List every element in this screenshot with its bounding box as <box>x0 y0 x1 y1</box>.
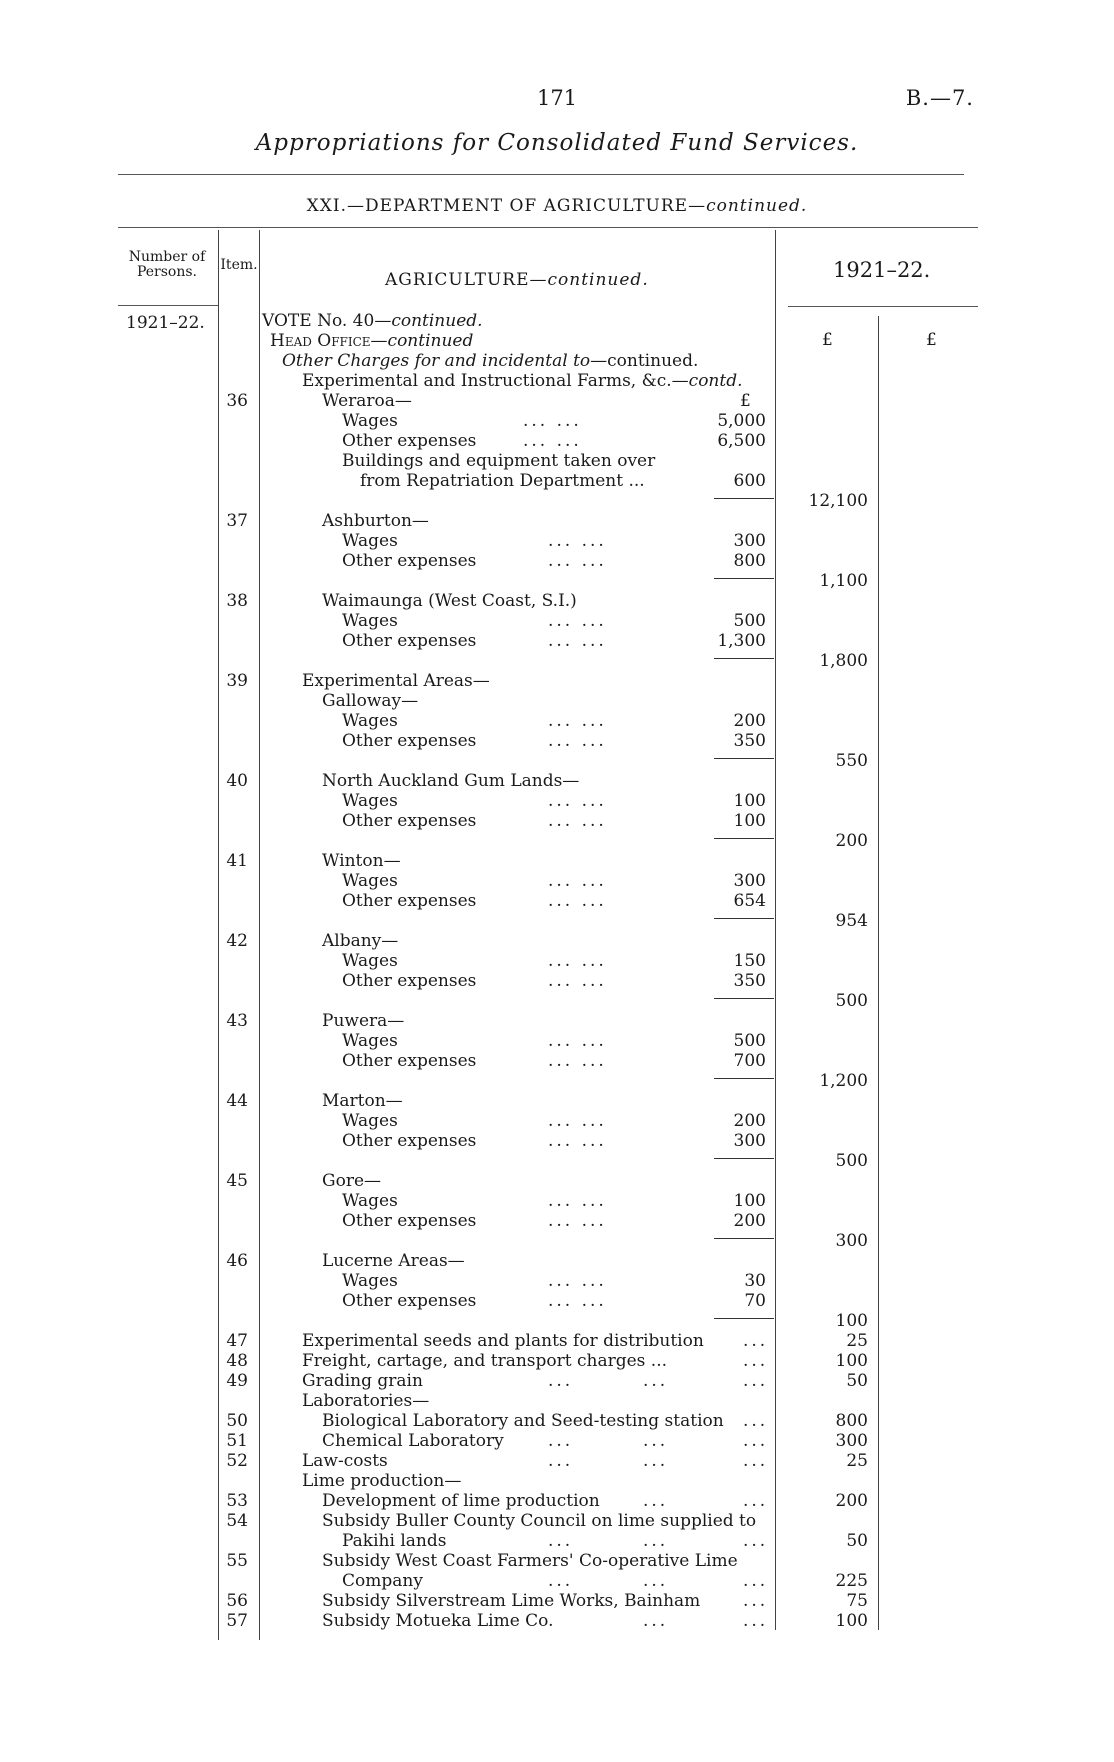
col-rule-desc <box>775 230 776 1630</box>
item-amount: 800 <box>835 1411 868 1431</box>
table-top-rule <box>118 227 978 228</box>
department-heading: XXI.—DEPARTMENT OF AGRICULTURE—continued. <box>306 196 808 216</box>
row-amount: 500 <box>733 1031 766 1051</box>
row-amount: 500 <box>733 611 766 631</box>
leader-dots: ... <box>643 1371 669 1391</box>
row-label: Wages <box>342 791 398 811</box>
row-label: Other expenses <box>342 811 477 831</box>
item-number: 49 <box>226 1371 248 1391</box>
leader-dots: ... ... <box>523 411 582 431</box>
item-label: Development of lime production <box>322 1491 600 1511</box>
column-header-description: AGRICULTURE—continued. <box>385 270 649 290</box>
sum-rule <box>714 1318 774 1319</box>
sum-rule <box>714 838 774 839</box>
group-name: Galloway— <box>322 691 419 711</box>
row-label: from Repatriation Department ... <box>360 471 645 491</box>
table-head-rule <box>118 305 218 306</box>
item-amount: 50 <box>846 1531 868 1551</box>
row-label: Other expenses <box>342 631 477 651</box>
row-amount: 30 <box>744 1271 766 1291</box>
item-amount: 225 <box>835 1571 868 1591</box>
row-amount: 1,300 <box>717 631 766 651</box>
row-label: Other expenses <box>342 971 477 991</box>
pound-symbol-inner: £ <box>740 391 751 411</box>
group-total: 300 <box>835 1231 868 1251</box>
item-amount: 25 <box>846 1331 868 1351</box>
leader-dots: ... <box>643 1611 669 1631</box>
column-header-persons: Number of Persons. <box>128 249 206 280</box>
row-label: Buildings and equipment taken over <box>342 451 656 471</box>
item-number: 50 <box>226 1411 248 1431</box>
leader-dots: ... ... <box>548 1291 607 1311</box>
row-amount: 200 <box>733 711 766 731</box>
row-amount: 150 <box>733 951 766 971</box>
group-total: 954 <box>835 911 868 931</box>
leader-dots: ... ... <box>548 531 607 551</box>
item-label: Laboratories— <box>302 1391 430 1411</box>
item-number: 54 <box>226 1511 248 1531</box>
row-label: Wages <box>342 531 398 551</box>
leader-dots: ... <box>643 1431 669 1451</box>
item-label: Grading grain <box>302 1371 423 1391</box>
row-label: Other expenses <box>342 431 477 451</box>
sum-rule <box>714 1078 774 1079</box>
leader-dots: ... <box>743 1591 769 1611</box>
year-rule <box>788 306 978 307</box>
leader-dots: ... ... <box>548 871 607 891</box>
group-name: Marton— <box>322 1091 403 1111</box>
item-number: 52 <box>226 1451 248 1471</box>
leader-dots: ... ... <box>548 891 607 911</box>
leader-dots: ... ... <box>548 1131 607 1151</box>
item-label: Law-costs <box>302 1451 388 1471</box>
leader-dots: ... <box>743 1571 769 1591</box>
row-amount: 600 <box>733 471 766 491</box>
sum-rule <box>714 658 774 659</box>
item-label: Lime production— <box>302 1471 462 1491</box>
row-label: Other expenses <box>342 731 477 751</box>
leader-dots: ... <box>548 1451 574 1471</box>
item-label: Pakihi lands <box>342 1531 447 1551</box>
col-rule-money <box>878 316 879 1630</box>
item-label: Subsidy West Coast Farmers' Co-operative Lime <box>322 1551 738 1571</box>
leader-dots: ... <box>743 1411 769 1431</box>
item-number: 56 <box>226 1591 248 1611</box>
sum-rule <box>714 1158 774 1159</box>
sum-rule <box>714 918 774 919</box>
group-total: 1,100 <box>819 571 868 591</box>
item-number: 42 <box>226 931 248 951</box>
item-number: 57 <box>226 1611 248 1631</box>
leader-dots: ... <box>643 1531 669 1551</box>
sum-rule <box>714 578 774 579</box>
group-total: 200 <box>835 831 868 851</box>
item-amount: 50 <box>846 1371 868 1391</box>
item-label: Experimental seeds and plants for distribution <box>302 1331 704 1351</box>
item-number: 38 <box>226 591 248 611</box>
item-number: 47 <box>226 1331 248 1351</box>
item-number: 53 <box>226 1491 248 1511</box>
group-name: Ashburton— <box>322 511 429 531</box>
leader-dots: ... ... <box>548 611 607 631</box>
item-amount: 100 <box>835 1351 868 1371</box>
leader-dots: ... ... <box>548 1111 607 1131</box>
leader-dots: ... <box>643 1491 669 1511</box>
row-label: Other expenses <box>342 1211 477 1231</box>
row-label: Wages <box>342 1191 398 1211</box>
leader-dots: ... ... <box>548 1271 607 1291</box>
group-name: Lucerne Areas— <box>322 1251 465 1271</box>
document-code: B.—7. <box>905 86 974 110</box>
leader-dots: ... <box>743 1371 769 1391</box>
row-amount: 700 <box>733 1051 766 1071</box>
item-label: Chemical Laboratory <box>322 1431 504 1451</box>
item-number: 48 <box>226 1351 248 1371</box>
item-number: 43 <box>226 1011 248 1031</box>
leader-dots: ... <box>643 1571 669 1591</box>
column-header-year: 1921–22. <box>833 258 931 282</box>
sum-rule <box>714 998 774 999</box>
item-number: 45 <box>226 1171 248 1191</box>
row-label: Wages <box>342 1271 398 1291</box>
row-amount: 5,000 <box>717 411 766 431</box>
leader-dots: ... <box>743 1431 769 1451</box>
leader-dots: ... ... <box>523 431 582 451</box>
leader-dots: ... ... <box>548 1031 607 1051</box>
page-title: Appropriations for Consolidated Fund Services. <box>255 130 859 156</box>
item-number: 46 <box>226 1251 248 1271</box>
sum-rule <box>714 1238 774 1239</box>
item-number: 36 <box>226 391 248 411</box>
leader-dots: ... <box>743 1531 769 1551</box>
other-charges-line: Other Charges for and incidental to—continued. <box>282 351 699 371</box>
row-label: Other expenses <box>342 891 477 911</box>
item-amount: 25 <box>846 1451 868 1471</box>
row-label: Wages <box>342 611 398 631</box>
row-amount: 300 <box>733 1131 766 1151</box>
row-label: Wages <box>342 871 398 891</box>
row-amount: 350 <box>733 971 766 991</box>
row-label: Other expenses <box>342 1131 477 1151</box>
row-amount: 100 <box>733 811 766 831</box>
item-label: Subsidy Silverstream Lime Works, Bainham <box>322 1591 701 1611</box>
leader-dots: ... <box>743 1351 769 1371</box>
group-total: 500 <box>835 1151 868 1171</box>
leader-dots: ... ... <box>548 971 607 991</box>
leader-dots: ... ... <box>548 1051 607 1071</box>
row-amount: 100 <box>733 1191 766 1211</box>
leader-dots: ... ... <box>548 951 607 971</box>
sum-rule <box>714 758 774 759</box>
pound-symbol-1: £ <box>822 330 833 350</box>
item-number: 41 <box>226 851 248 871</box>
page-number: 171 <box>536 86 578 110</box>
leader-dots: ... ... <box>548 1191 607 1211</box>
item-number: 51 <box>226 1431 248 1451</box>
item-label: Subsidy Buller County Council on lime supplied to <box>322 1511 757 1531</box>
item-label: Biological Laboratory and Seed-testing station <box>322 1411 724 1431</box>
leader-dots: ... <box>548 1531 574 1551</box>
group-total: 500 <box>835 991 868 1011</box>
vote-line: VOTE No. 40—continued. <box>262 311 483 331</box>
group-name: North Auckland Gum Lands— <box>322 771 580 791</box>
leader-dots: ... <box>743 1451 769 1471</box>
experimental-areas-heading: Experimental Areas— <box>302 671 490 691</box>
row-amount: 300 <box>733 531 766 551</box>
group-name: Waimaunga (West Coast, S.I.) <box>322 591 577 611</box>
pound-symbol-2: £ <box>926 330 937 350</box>
leader-dots: ... <box>743 1611 769 1631</box>
row-amount: 654 <box>733 891 766 911</box>
group-total: 100 <box>835 1311 868 1331</box>
head-office-line: Head Office—continued <box>270 331 474 351</box>
row-amount: 200 <box>733 1211 766 1231</box>
row-label: Wages <box>342 411 398 431</box>
row-label: Other expenses <box>342 1051 477 1071</box>
row-label: Wages <box>342 711 398 731</box>
item-label: Freight, cartage, and transport charges ... <box>302 1351 668 1371</box>
leader-dots: ... ... <box>548 711 607 731</box>
group-name: Weraroa— <box>322 391 412 411</box>
row-amount: 200 <box>733 1111 766 1131</box>
item-number: 39 <box>226 671 248 691</box>
group-name: Puwera— <box>322 1011 405 1031</box>
leader-dots: ... <box>643 1451 669 1471</box>
row-label: Other expenses <box>342 1291 477 1311</box>
group-total: 12,100 <box>808 491 868 511</box>
leader-dots: ... <box>743 1331 769 1351</box>
leader-dots: ... ... <box>548 731 607 751</box>
experimental-farms-line: Experimental and Instructional Farms, &c.—contd. <box>302 371 743 391</box>
group-name: Gore— <box>322 1171 382 1191</box>
leader-dots: ... <box>548 1371 574 1391</box>
item-amount: 100 <box>835 1611 868 1631</box>
leader-dots: ... ... <box>548 551 607 571</box>
group-total: 1,200 <box>819 1071 868 1091</box>
item-number: 40 <box>226 771 248 791</box>
leader-dots: ... ... <box>548 1211 607 1231</box>
group-name: Albany— <box>322 931 399 951</box>
item-number: 37 <box>226 511 248 531</box>
item-number: 55 <box>226 1551 248 1571</box>
item-number: 44 <box>226 1091 248 1111</box>
row-amount: 800 <box>733 551 766 571</box>
group-total: 550 <box>835 751 868 771</box>
leader-dots: ... ... <box>548 811 607 831</box>
item-label: Company <box>342 1571 423 1591</box>
item-label: Subsidy Motueka Lime Co. <box>322 1611 554 1631</box>
leader-dots: ... ... <box>548 631 607 651</box>
sum-rule <box>714 498 774 499</box>
leader-dots: ... ... <box>548 791 607 811</box>
group-total: 1,800 <box>819 651 868 671</box>
item-amount: 300 <box>835 1431 868 1451</box>
row-amount: 70 <box>744 1291 766 1311</box>
row-amount: 6,500 <box>717 431 766 451</box>
row-amount: 100 <box>733 791 766 811</box>
item-amount: 75 <box>846 1591 868 1611</box>
persons-year: 1921–22. <box>126 313 205 333</box>
row-amount: 350 <box>733 731 766 751</box>
row-label: Wages <box>342 1031 398 1051</box>
col-rule-item <box>259 230 260 1640</box>
column-header-item: Item. <box>220 257 258 273</box>
leader-dots: ... <box>548 1571 574 1591</box>
row-label: Wages <box>342 1111 398 1131</box>
row-label: Wages <box>342 951 398 971</box>
row-label: Other expenses <box>342 551 477 571</box>
group-name: Winton— <box>322 851 401 871</box>
item-amount: 200 <box>835 1491 868 1511</box>
leader-dots: ... <box>743 1491 769 1511</box>
leader-dots: ... <box>548 1431 574 1451</box>
title-rule <box>118 174 964 175</box>
row-amount: 300 <box>733 871 766 891</box>
